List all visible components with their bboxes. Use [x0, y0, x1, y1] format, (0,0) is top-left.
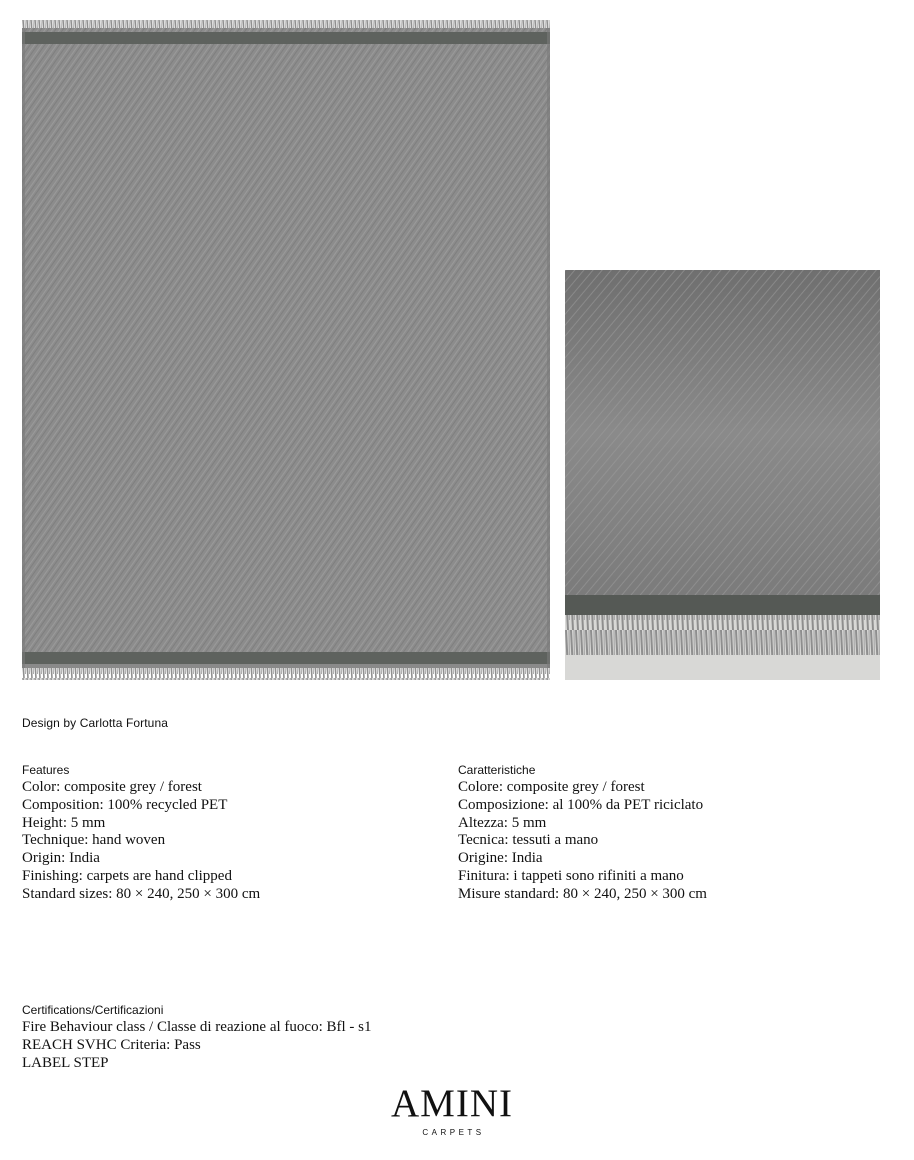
certification-line: REACH SVHC Criteria: Pass: [22, 1036, 201, 1053]
features-en-line: Finishing: carpets are hand clipped: [22, 867, 232, 884]
rug-bottom-fringe: [22, 668, 550, 680]
features-it-line: Altezza: 5 mm: [458, 814, 547, 831]
features-en-line: Composition: 100% recycled PET: [22, 796, 228, 813]
rug-top-stripe: [22, 32, 550, 44]
certification-line: LABEL STEP: [22, 1054, 109, 1071]
features-it-list: [458, 779, 707, 904]
features-it-line: Tecnica: tessuti a mano: [458, 832, 599, 849]
logo-wordmark: AMINI: [391, 1082, 513, 1125]
features-it-heading: Caratteristiche: [458, 763, 536, 777]
features-it-line: Origine: India: [458, 850, 543, 867]
rug-main-image: [22, 20, 550, 680]
features-en-line: Standard sizes: 80 × 240, 250 × 300 cm: [22, 885, 261, 902]
designer-credit: Design by Carlotta Fortuna: [22, 716, 169, 730]
features-en-line: Color: composite grey / forest: [22, 779, 202, 795]
features-it-line: Composizione: al 100% da PET riciclato: [458, 796, 704, 813]
features-en-heading: Features: [22, 763, 70, 777]
certifications-list: [22, 1019, 372, 1072]
logo-subtitle: CARPETS: [422, 1128, 485, 1137]
certifications-heading: Certifications/Certificazioni: [22, 1003, 164, 1017]
rug-body: [22, 28, 550, 656]
features-en-list: [22, 779, 260, 904]
rug-detail-image: [565, 270, 880, 680]
rug-bottom-stripe: [22, 652, 550, 664]
certification-line: Fire Behaviour class / Classe di reazione al fuoco: Bfl - s1: [22, 1019, 372, 1035]
certifications: [22, 1002, 372, 1072]
rug-main-graphic: [22, 20, 550, 680]
features-en-line: Height: 5 mm: [22, 814, 106, 831]
features-en: [22, 762, 260, 904]
features-it: [458, 762, 707, 904]
rug-top-fringe: [22, 20, 550, 28]
detail-rug-fringe: [565, 615, 880, 655]
rug-detail-graphic: [565, 270, 880, 680]
detail-rug-stripe: [565, 595, 880, 615]
features-it-line: Colore: composite grey / forest: [458, 779, 645, 795]
amini-logo: [357, 1084, 547, 1137]
features-en-line: Origin: India: [22, 850, 100, 867]
features-it-line: Finitura: i tappeti sono rifiniti a mano: [458, 867, 684, 884]
features-it-line: Misure standard: 80 × 240, 250 × 300 cm: [458, 885, 707, 902]
features-en-line: Technique: hand woven: [22, 832, 166, 849]
